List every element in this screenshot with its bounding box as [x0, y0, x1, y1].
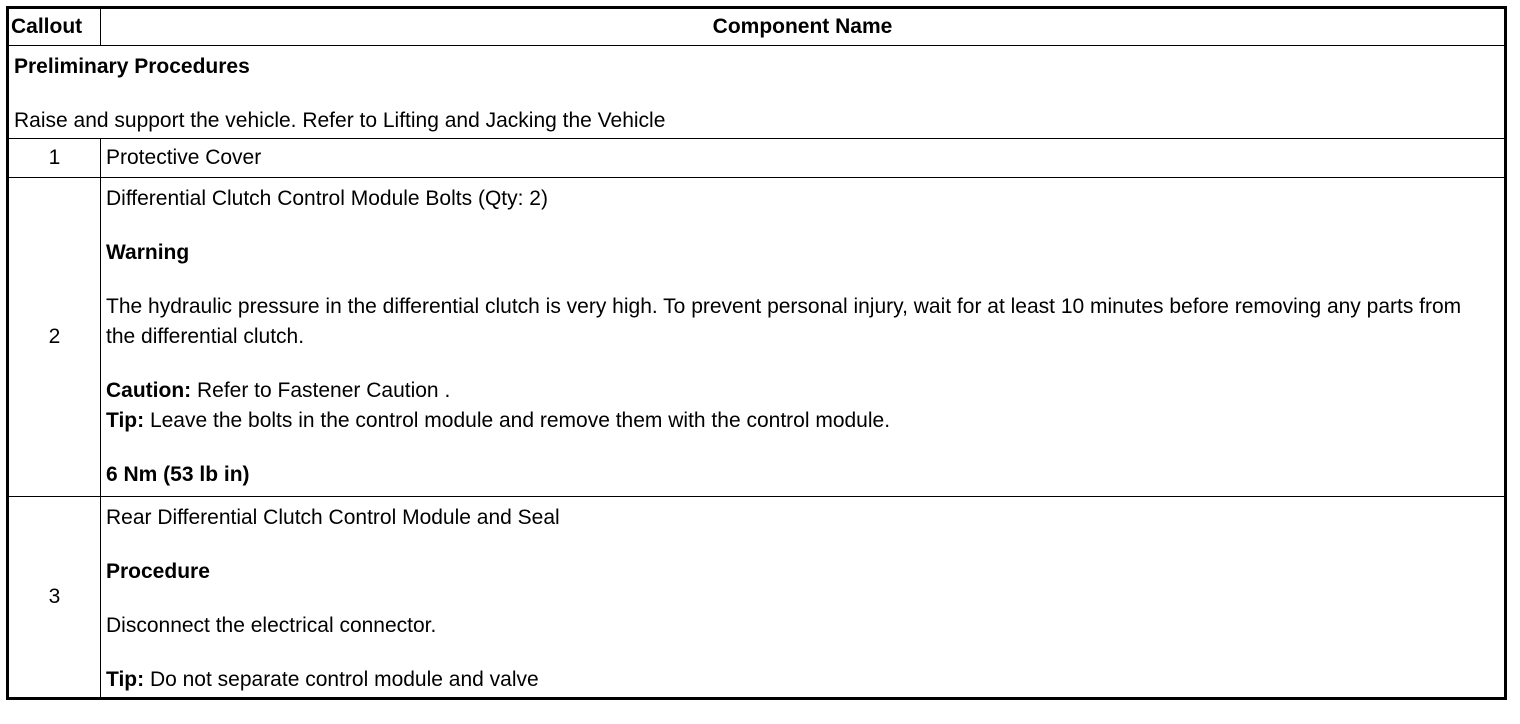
component-name: Differential Clutch Control Module Bolts (Qty: 2) [106, 187, 548, 210]
tip-line [106, 665, 1496, 695]
table-row [8, 139, 1506, 178]
preliminary-title: Preliminary Procedures [14, 55, 250, 78]
callout-number: 1 [8, 139, 101, 178]
table-row [8, 497, 1506, 699]
preliminary-row [8, 46, 1506, 139]
tip-text: Do not separate control module and valve [144, 668, 539, 691]
callout-number: 3 [8, 497, 101, 699]
procedure-label: Procedure [106, 560, 210, 583]
preliminary-text: Raise and support the vehicle. Refer to Lifting and Jacking the Vehicle [14, 109, 666, 132]
component-cell [101, 497, 1506, 699]
header-row [8, 8, 1506, 46]
tip-line [106, 406, 1496, 436]
header-component-name: Component Name [101, 8, 1506, 46]
component-name: Protective Cover [106, 146, 262, 169]
caution-label: Caution: [106, 379, 192, 402]
tip-text: Leave the bolts in the control module and remove them with the control module. [144, 409, 891, 432]
component-name: Rear Differential Clutch Control Module and Seal [106, 506, 560, 529]
table-row [8, 178, 1506, 497]
warning-label: Warning [106, 241, 190, 264]
tip-label: Tip: [106, 668, 145, 691]
tip-label: Tip: [106, 409, 145, 432]
warning-text: The hydraulic pressure in the differential clutch is very high. To prevent personal injury, wait for at least 10 minutes before removing any parts from the differential clutch. [106, 295, 1462, 348]
procedure-text: Disconnect the electrical connector. [106, 614, 437, 637]
component-table [6, 6, 1507, 700]
torque-spec: 6 Nm (53 lb in) [106, 463, 250, 486]
caution-text: Refer to Fastener Caution . [191, 379, 451, 402]
preliminary-cell [8, 46, 1506, 139]
caution-line [106, 376, 1496, 406]
component-cell [101, 178, 1506, 497]
header-callout: Callout [8, 8, 101, 46]
callout-number: 2 [8, 178, 101, 497]
component-cell [101, 139, 1506, 178]
